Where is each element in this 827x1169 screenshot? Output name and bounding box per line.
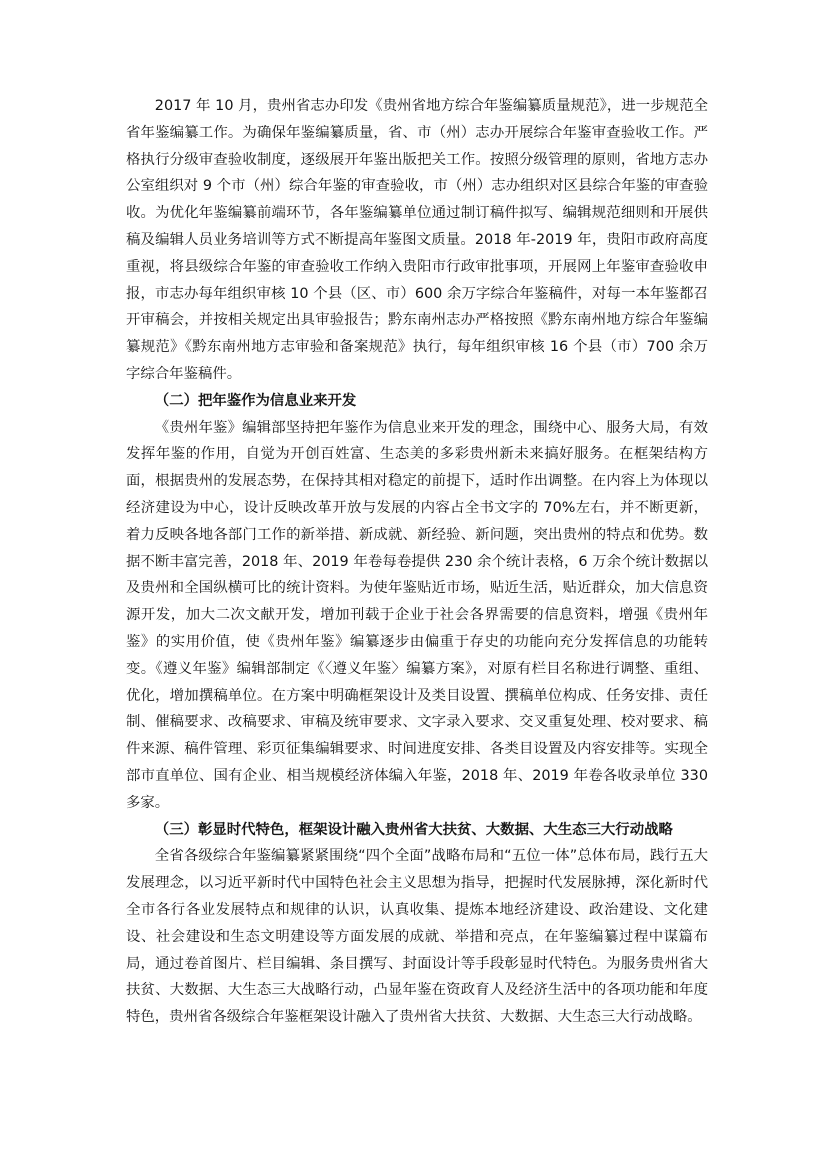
section-heading: （二）把年鉴作为信息业来开发 — [154, 392, 357, 409]
body-paragraph: 《贵州年鉴》编辑部坚持把年鉴作为信息业来开发的理念，围绕中心、服务大局，有效发挥年鉴的作用，自觉为开创百姓富、生态美的多彩贵州新未来搞好服务。在框架结构方面，根据贵州的发展态势，在保持其相对稳定的前提下，适时作出调整。在内容上为体现以经济建设为中心，设计反映改革开放与发展的内容占全书文字的 70%左右，并不断更新，着力反映各地各部门工作的新举措、新成就、新经验、新问题，突出贵州的特点和优势。数据不断丰富完善，2018 年、2019 年卷每卷提供 230 余个统计表格，6 万余个统计数据以及贵州和全国纵横可比的统计资料。为使年鉴贴近市场，贴近生活，贴近群众，加大信息资源开发，加大二次文献开发，增加刊载于企业于社会各界需要的信息资料，增强《贵州年鉴》的实用价值，使《贵州年鉴》编纂逐步由偏重于存史的功能向充分发挥信息的功能转变。《遵义年鉴》编辑部制定《〈遵义年鉴〉编纂方案》，对原有栏目名称进行调整、重组、优化，增加撰稿单位。在方案中明确框架设计及类目设置、撰稿单位构成、任务安排、责任制、催稿要求、改稿要求、审稿及统审要求、文字录入要求、交叉重复处理、校对要求、稿件来源、稿件管理、彩页征集编辑要求、时间进度安排、各类目设置及内容安排等。实现全部市直单位、国有企业、相当规模经济体编入年鉴，2018 年、2019 年卷各收录单位 330 多家。 — [126, 419, 708, 811]
body-paragraph: 2017 年 10 月，贵州省志办印发《贵州省地方综合年鉴编纂质量规范》，进一步规范全省年鉴编纂工作。为确保年鉴编纂质量，省、市（州）志办开展综合年鉴审查验收工作。严格执行分级审查验收制度，逐级展开年鉴出版把关工作。按照分级管理的原则，省地方志办公室组织对 9 个市（州）综合年鉴的审查验收，市（州）志办组织对区县综合年鉴的审查验收。为优化年鉴编纂前端环节，各年鉴编纂单位通过制订稿件拟写、编辑规范细则和开展供稿及编辑人员业务培训等方式不断提高年鉴图文质量。2018 年-2019 年，贵阳市政府高度重视，将县级综合年鉴的审查验收工作纳入贵阳市行政审批事项，开展网上年鉴审查验收申报，市志办每年组织审核 10 个县（区、市）600 余万字综合年鉴稿件，对每一本年鉴都召开审稿会，并按相关规定出具审验报告；黔东南州志办严格按照《黔东南州地方综合年鉴编纂规范》《黔东南州地方志审验和备案规范》执行，每年组织审核 16 个县（市）700 余万字综合年鉴稿件。 — [126, 98, 708, 382]
body-paragraph: 全省各级综合年鉴编纂紧紧围绕“四个全面”战略布局和“五位一体”总体布局，践行五大发展理念，以习近平新时代中国特色社会主义思想为指导，把握时代发展脉搏，深化新时代全市各行各业发展特点和规律的认识，认真收集、提炼本地经济建设、政治建设、文化建设、社会建设和生态文明建设等方面发展的成就、举措和亮点，在年鉴编纂过程中谋篇布局，通过卷首图片、栏目编辑、条目撰写、封面设计等手段彰显时代特色。为服务贵州省大扶贫、大数据、大生态三大战略行动，凸显年鉴在资政育人及经济生活中的各项功能和年度特色，贵州省各级综合年鉴框架设计融入了贵州省大扶贫、大数据、大生态三大行动战略。 — [126, 848, 708, 1026]
section-heading: （三）彰显时代特色，框架设计融入贵州省大扶贫、大数据、大生态三大行动战略 — [154, 821, 673, 838]
document-page — [126, 93, 708, 1031]
